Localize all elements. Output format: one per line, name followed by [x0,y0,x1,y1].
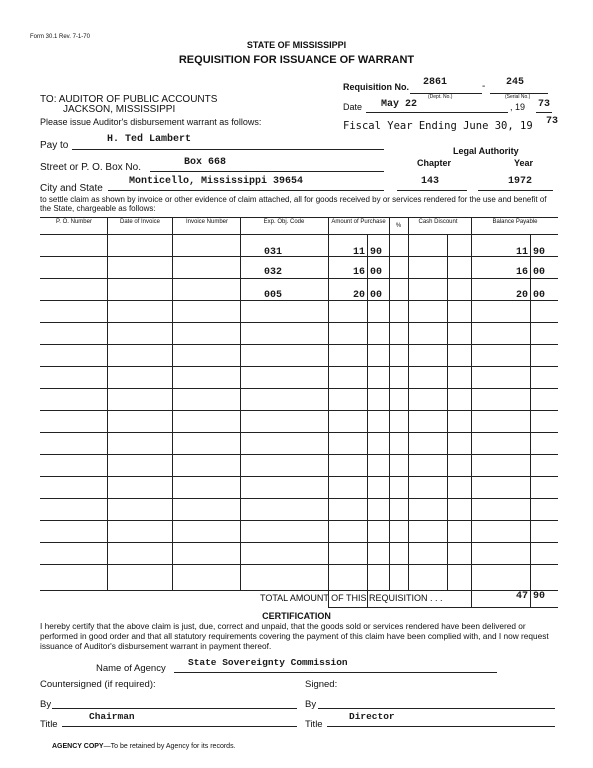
right-title-label: Title [305,719,323,730]
col-amount-of-purchase: Amount of Purchase [331,219,386,225]
row2-code: 032 [264,267,283,278]
signed-label: Signed: [305,679,338,690]
chapter-value: 143 [421,176,440,187]
agency-copy-rest: —To be retained by Agency for its records. [103,743,236,750]
requisition-dash: - [482,81,486,92]
to-auditor: TO: AUDITOR OF PUBLIC ACCOUNTS [40,94,218,105]
row2-amount-cents: 00 [370,267,383,278]
row1-balance-cents: 90 [533,247,546,258]
col-exp-obj-code: Exp. Obj. Code [263,219,305,225]
serial-number: 245 [506,77,525,88]
row2-balance-dollars: 16 [515,267,528,278]
pay-to-label: Pay to [40,140,69,151]
form-number: Form 30.1 Rev. 7-1-70 [30,34,90,40]
col-date-of-invoice: Date of Invoice [119,219,161,225]
serial-caption: (Serial No.) [505,94,531,100]
legal-authority-label: Legal Authority [453,146,519,156]
date-year-prefix: , 19 [510,102,526,112]
row2-balance-cents: 00 [533,267,546,278]
requisition-label: Requisition No. [343,82,409,92]
settle-text: to settle claim as shown by invoice or other evidence of claim attached, all for goods received by or services rendered for the use and benefit of the State, chargeable as follows: [40,195,547,213]
row2-amount-dollars: 16 [352,267,365,278]
col-balance-payable: Balance Payable [492,219,538,225]
row3-balance-dollars: 20 [515,290,528,301]
city-value: Monticello, Mississippi 39654 [129,176,304,187]
row3-code: 005 [264,290,283,301]
pay-to-value: H. Ted Lambert [107,134,192,145]
agency-copy-note [52,743,236,750]
street-label: Street or P. O. Box No. [40,162,141,173]
city-label: City and State [40,183,103,194]
right-title-value: Director [349,711,395,722]
row1-amount-cents: 90 [370,247,383,258]
total-label: TOTAL AMOUNT OF THIS REQUISITION . . . [260,593,443,603]
date-year: 73 [538,99,551,110]
chapter-label: Chapter [417,158,452,168]
right-by-label: By [305,699,317,710]
street-value: Box 668 [184,157,227,168]
total-cents: 90 [533,591,546,602]
row3-balance-cents: 00 [533,290,546,301]
to-jackson: JACKSON, MISSISSIPPI [63,104,176,115]
certification-heading: CERTIFICATION [262,611,331,621]
row1-balance-dollars: 11 [515,247,528,258]
agency-name-label: Name of Agency [96,663,166,674]
page-title: REQUISITION FOR ISSUANCE OF WARRANT [178,54,415,66]
row3-amount-cents: 00 [370,290,383,301]
dept-number: 2861 [423,77,448,88]
date-value: May 22 [381,99,418,110]
row1-code: 031 [264,247,283,258]
col-invoice-number: Invoice Number [185,219,229,225]
left-title-value: Chairman [89,711,135,722]
dept-caption: (Dept. No.) [428,94,453,100]
certification-text: I hereby certify that the above claim is just, due, correct and unpaid, that the goods sold or services rendered have been delivered or performed in good order and that all statutory requirements covering the payment of this claim have been complied with, and I now request issuance of Auditor's disbursement warrant in payment thereof. [40,621,549,651]
fiscal-year: 73 [546,116,559,127]
year-label: Year [514,158,534,168]
col-cash-discount: Cash Discount [418,219,458,225]
agency-copy-bold: AGENCY COPY [52,743,104,750]
countersigned-label: Countersigned (if required): [40,679,156,690]
year-value: 1972 [508,176,533,187]
left-by-label: By [40,699,52,710]
instruction-text: Please issue Auditor's disbursement warrant as follows: [40,117,262,127]
total-dollars: 47 [515,591,528,602]
line-item-table [40,217,558,607]
state-title: STATE OF MISSISSIPPI [246,40,347,50]
col-po-number: P. O. Number [56,219,92,225]
row3-amount-dollars: 20 [352,290,365,301]
col-percent: % [395,223,402,229]
date-label: Date [343,102,363,112]
agency-name-value: State Sovereignty Commission [188,657,348,668]
left-title-label: Title [40,719,58,730]
row1-amount-dollars: 11 [352,247,365,258]
fiscal-label: Fiscal Year Ending June 30, 19 [343,120,533,132]
